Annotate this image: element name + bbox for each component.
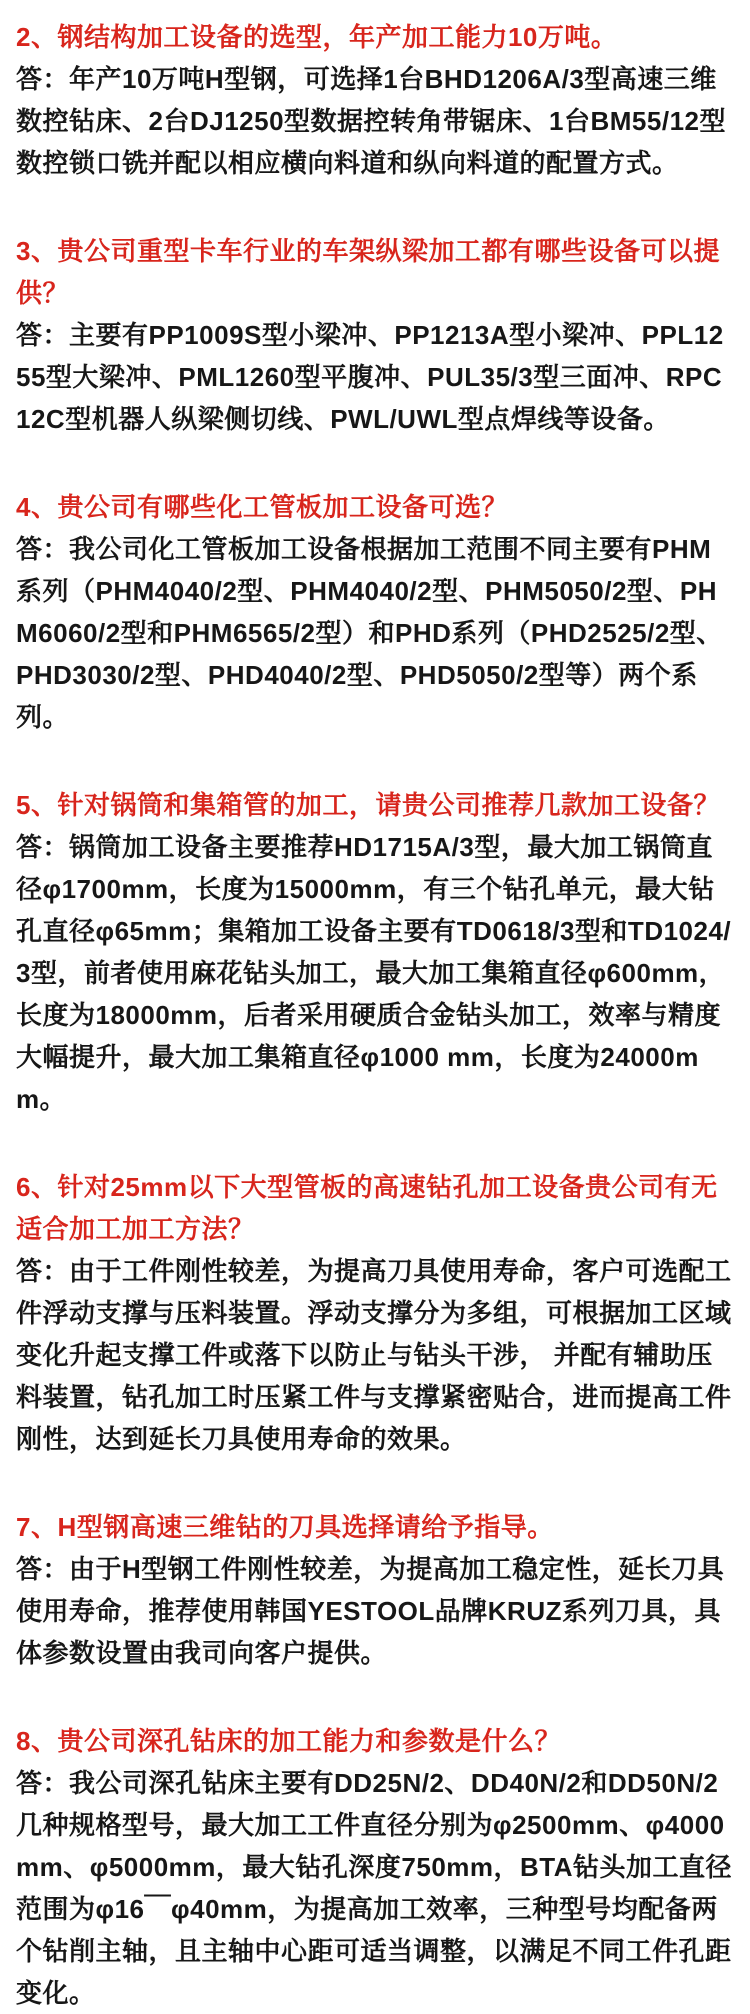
faq-answer: 答：锅筒加工设备主要推荐HD1715A/3型，最大加工锅筒直径φ1700mm，长度为15000mm，有三个钻孔单元，最大钻孔直径φ65mm；集箱加工设备主要有TD0618/3型和TD1024/3型，前者使用麻花钻头加工，最大加工集箱直径φ600mm，长度为18000mm，后者采用硬质合金钻头加工，效率与精度大幅提升，最大加工集箱直径φ1000 mm，长度为24000mm。 [16,832,732,1114]
faq-question: 4、贵公司有哪些化工管板加工设备可选？ [16,492,508,522]
faq-answer: 答：由于工件刚性较差，为提高刀具使用寿命，客户可选配工件浮动支撑与压料装置。浮动支撑分为多组，可根据加工区域变化升起支撑工件或落下以防止与钻头干涉， 并配有辅助压料装置，钻孔加工时压紧工件与支撑紧密贴合，进而提高工件刚性，达到延长刀具使用寿命的效果。 [16,1256,732,1454]
faq-question: 6、针对25mm以下大型管板的高速钻孔加工设备贵公司有无适合加工加工方法？ [16,1172,718,1244]
faq-answer: 答：由于H型钢工件刚性较差，为提高加工稳定性，延长刀具使用寿命，推荐使用韩国YESTOOL品牌KRUZ系列刀具，具体参数设置由我司向客户提供。 [16,1554,725,1668]
faq-answer: 答：我公司深孔钻床主要有DD25N/2、DD40N/2和DD50N/2几种规格型号，最大加工工件直径分别为φ2500mm、φ4000mm、φ5000mm，最大钻孔深度750mm，BTA钻头加工直径范围为φ16￣φ40mm，为提高加工效率，三种型号均配备两个钻削主轴，且主轴中心距可适当调整，以满足不同工件孔距变化。 [16,1768,733,2008]
faq-question: 3、贵公司重型卡车行业的车架纵梁加工都有哪些设备可以提供？ [16,236,720,308]
faq-item-2 [16,16,734,184]
faq-item-8 [16,1720,734,2014]
faq-item-4 [16,486,734,738]
faq-question: 8、贵公司深孔钻床的加工能力和参数是什么？ [16,1726,561,1756]
faq-answer: 答：我公司化工管板加工设备根据加工范围不同主要有PHM系列（PHM4040/2型、PHM4040/2型、PHM5050/2型、PHM6060/2型和PHM6565/2型）和PHD系列（PHD2525/2型、PHD3030/2型、PHD4040/2型、PHD5050/2型等）两个系列。 [16,534,723,732]
faq-item-5 [16,784,734,1120]
faq-answer: 答：主要有PP1009S型小梁冲、PP1213A型小梁冲、PPL1255型大梁冲、PML1260型平腹冲、PUL35/3型三面冲、RPC12C型机器人纵梁侧切线、PWL/UWL型点焊线等设备。 [16,320,724,434]
faq-question: 5、针对锅筒和集箱管的加工，请贵公司推荐几款加工设备？ [16,790,720,820]
faq-question: 2、钢结构加工设备的选型，年产加工能力10万吨。 [16,22,618,52]
faq-item-6 [16,1166,734,1460]
faq-item-3 [16,230,734,440]
faq-item-7 [16,1506,734,1674]
faq-answer: 答：年产10万吨H型钢，可选择1台BHD1206A/3型高速三维数控钻床、2台DJ1250型数据控转角带锯床、1台BM55/12型数控锁口铣并配以相应横向料道和纵向料道的配置方式。 [16,64,726,178]
faq-question: 7、H型钢高速三维钻的刀具选择请给予指导。 [16,1512,554,1542]
